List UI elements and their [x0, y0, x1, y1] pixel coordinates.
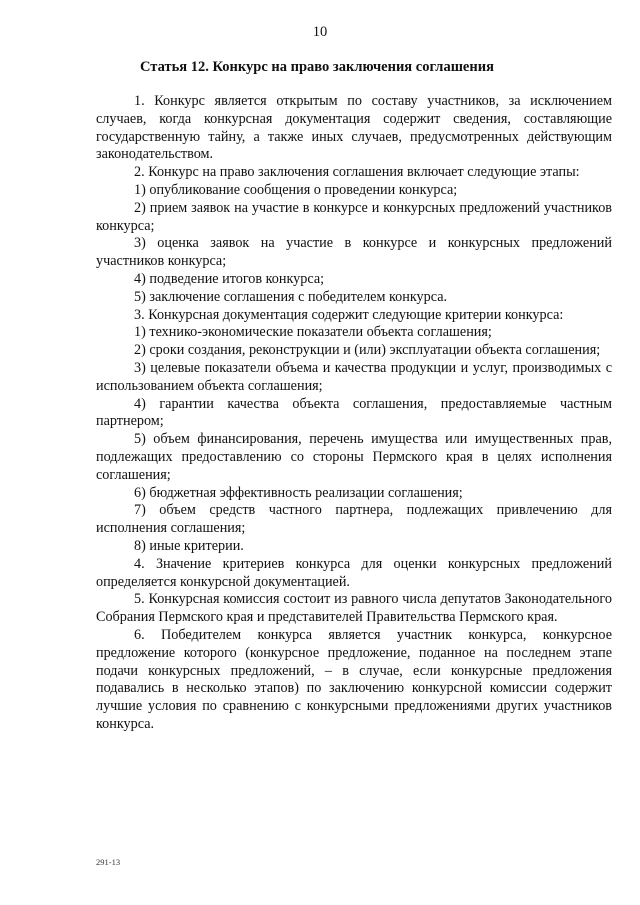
paragraph: 2. Конкурс на право заключения соглашения включает следующие этапы: [134, 164, 580, 181]
list-item: 2) сроки создания, реконструкции и (или) эксплуатации объекта соглашения; [134, 342, 601, 359]
page-number: 10 [312, 24, 328, 40]
list-item: 7) объем средств частного партнера, подлежащих привлечению для исполнения соглашения; [96, 502, 612, 537]
list-item: 1) технико-экономические показатели объекта соглашения; [134, 324, 492, 341]
list-item: 5) заключение соглашения с победителем конкурса. [134, 288, 448, 305]
list-item: 4) гарантии качества объекта соглашения, предоставляемые частным партнером; [96, 395, 612, 430]
article-body [96, 93, 612, 734]
list-item: 8) иные критерии. [134, 537, 244, 554]
article-heading: Статья 12. Конкурс на право заключения соглашения [140, 59, 494, 75]
list-item: 6) бюджетная эффективность реализации соглашения; [134, 484, 463, 501]
list-item: 4) подведение итогов конкурса; [134, 270, 325, 287]
list-item: 3) целевые показатели объема и качества продукции и услуг, производимых с использованием объекта соглашения; [96, 359, 612, 394]
list-item: 5) объем финансирования, перечень имущества или имущественных прав, подлежащих предоставлению со стороны Пермского края в целях исполнения соглашения; [96, 431, 612, 483]
list-item: 1) опубликование сообщения о проведении конкурса; [134, 181, 458, 198]
paragraph: 4. Значение критериев конкурса для оценки конкурсных предложений определяется конкурсной документацией. [96, 555, 612, 590]
paragraph: 6. Победителем конкурса является участник конкурса, конкурсное предложение которого (конкурсное предложение, поданное на последнем этапе подачи конкурсных предложений, – в случае, если конкурсные предложения подавались в несколько этапов) по заключению конкурсной комиссии содержит лучшие условия по сравнению с конкурсными предложениями других участников конкурса. [96, 626, 612, 732]
list-item: 3) оценка заявок на участие в конкурсе и конкурсных предложений участников конкурса; [96, 235, 612, 270]
paragraph: 3. Конкурсная документация содержит следующие критерии конкурса: [134, 306, 564, 323]
list-item: 2) прием заявок на участие в конкурсе и конкурсных предложений участников конкурса; [96, 199, 612, 234]
paragraph: 5. Конкурсная комиссия состоит из равного числа депутатов Законодательного Собрания Пермского края и представителей Правительства Пермского края. [96, 591, 612, 626]
paragraph: 1. Конкурс является открытым по составу участников, за исключением случаев, когда конкурсная документация содержит сведения, составляющие государственную тайну, а также иных случаев, предусмотренных действующим законодательством. [96, 93, 612, 163]
document-code: 291-13 [96, 857, 121, 867]
